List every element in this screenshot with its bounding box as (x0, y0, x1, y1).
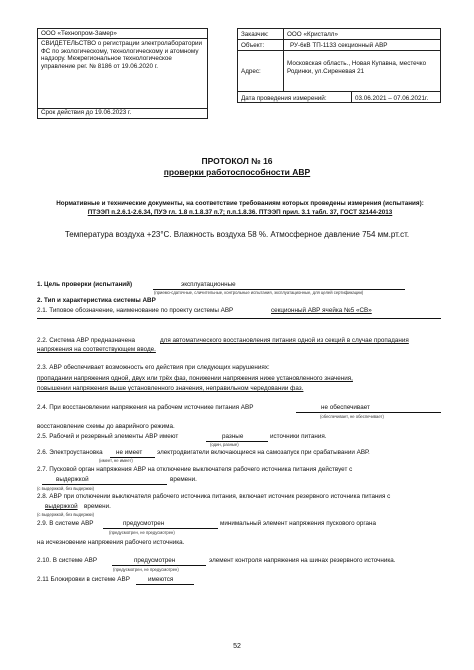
section-2-5-label-a: 2.5. Рабочий и резервный элементы АВР имеют (37, 433, 179, 440)
lab-info-box (37, 28, 208, 119)
protocol-subtitle: проверки работоспособности АВР (163, 167, 311, 177)
section-1-value: эксплуатационные (153, 281, 405, 290)
environment-conditions: Температура воздуха +23°С. Влажность воздуха 58 %. Атмосферное давление 754 мм.рт.ст. (64, 230, 410, 239)
lab-validity: Срок действия до 19.06.2023 г. (41, 109, 132, 116)
lab-certificate: СВИДЕТЕЛЬСТВО о регистрации электролаборатории ФС по экологическому, технологическому и атомному надзору. Межрегиональное технологическое управление рег. № 8186 от 19.06.2020 г. (38, 39, 207, 109)
section-2-2-value-a: для автоматического восстановления питания одной из секций в случае пропадания (160, 337, 409, 344)
section-2-6-value: не имеет (110, 449, 155, 458)
section-2-7-hint: (с выдержкой, без выдержки) (37, 486, 95, 491)
section-2-9-value: предусмотрен (103, 520, 218, 529)
section-2-10-label-a: 2.10. В системе АВР (37, 557, 98, 564)
section-2-9-label-b: минимальный элемент напряжения пускового органа (220, 520, 376, 527)
section-2-label: 2. Тип и характеристика системы АВР (37, 297, 156, 304)
section-2-8-label: 2.8. АВР при отключении выключателя рабочего источника питания, включает источник резервного источника питания с (37, 493, 391, 500)
customer-info-box (237, 28, 441, 103)
section-2-8-hint: (с выдержкой, без выдержки) (37, 512, 95, 517)
section-2-4-hint: (обеспечивает, не обеспечивает) (320, 414, 384, 419)
protocol-title: ПРОТОКОЛ № 16 (201, 156, 273, 166)
section-2-8-value: выдержкой (45, 503, 78, 510)
section-2-11-label: 2.11 Блокировки в системе АВР (37, 576, 130, 583)
section-2-3-value-b: повышении напряжения выше установленного значения, неправильном чередовании фаз. (37, 385, 304, 392)
page-number: 52 (233, 643, 241, 650)
date-value: 03.06.2021 – 07.06.2021г. (355, 95, 429, 102)
date-label: Дата проведения измерений: (241, 95, 327, 102)
norms-documents: ПТЭЭП п.2.6.1-2.6.34, ПУЭ гл. 1.8 п.1.8.37 п.7; п.п.1.8.36. ПТЭЭП прил. 3.1 табл. 37, ГОСТ 32144-2013 (87, 209, 393, 216)
address-label: Адрес: (241, 68, 261, 75)
section-2-9-label-a: 2.9. В системе АВР (37, 520, 94, 527)
section-2-7-tail: времени. (170, 476, 197, 483)
norms-heading: Нормативные и технические документы, на соответствие требованиям которых проведены измерения (испытания): (56, 200, 424, 207)
section-2-11-value: имеются (136, 576, 194, 585)
section-2-4-label: 2.4. При восстановлении напряжения на рабочем источнике питания АВР (37, 404, 254, 411)
section-2-7-value: выдержкой (42, 476, 167, 485)
section-2-4-value: не обеспечивает (296, 404, 441, 413)
section-2-10-value: предусмотрен (112, 557, 206, 566)
address-value: Московская область., Новая Купавна, местечко Родинки, ул.Сиреневая 21 (287, 60, 427, 75)
section-2-3-value-a: пропадании напряжения одной, двух или трёх фаз, понижении напряжения ниже установленного значения, (37, 375, 353, 382)
section-2-5-label-b: источники питания. (270, 433, 327, 440)
section-2-4-tail: восстановление схемы до аварийного режима. (37, 423, 175, 430)
lab-name: ООО «Технопром-Замер» (38, 29, 207, 39)
section-2-1-label: 2.1. Типовое обозначение, наименование по проекту системы АВР (37, 307, 234, 314)
section-2-6-hint: (имеет, не имеет) (99, 458, 133, 463)
section-2-6-label-a: 2.6. Электроустановка (37, 449, 103, 456)
section-1-label: 1. Цель проверки (испытаний) (37, 281, 133, 288)
section-2-6-label-b: электродвигатели включающиеся на самозапуск при срабатывании АВР. (157, 449, 370, 456)
section-2-10-hint: (предусмотрен, не предусмотрен) (113, 567, 179, 572)
customer-value: ООО «Кристалл» (287, 31, 338, 38)
section-2-10-label-b: элемент контроля напряжения на шинах резервного источника. (209, 557, 396, 564)
section-2-5-hint: (один, разные) (210, 442, 239, 447)
section-2-9-hint: (предусмотрен, не предусмотрен) (109, 530, 175, 535)
object-label: Объект: (241, 42, 265, 49)
section-2-7-label: 2.7. Пусковой орган напряжения АВР на отключение выключателя рабочего источника питания действует с (37, 466, 353, 473)
section-2-9-tail: на исчезновение напряжения рабочего источника. (37, 539, 185, 546)
section-2-2-value-b: напряжения на соответствующем вводе. (37, 346, 156, 353)
object-value: РУ-6кВ ТП-1133 секционный АВР (290, 42, 388, 49)
section-2-8-tail: времени. (84, 503, 111, 510)
section-2-3-label: 2.3. АВР обеспечивает возможность его действия при следующих нарушениях: (37, 364, 270, 371)
section-2-5-value: разные (206, 433, 268, 442)
section-2-2-label: 2.2. Система АВР предназначена (37, 337, 136, 344)
customer-label: Заказчик: (241, 31, 269, 38)
section-1-hint: (приемо-сдаточные, сличительные, контрольные испытания, эксплуатационные, для целей сертификации) (154, 290, 364, 295)
section-2-1-value: секционный АВР ячейка №5 «СВ» (271, 307, 372, 314)
